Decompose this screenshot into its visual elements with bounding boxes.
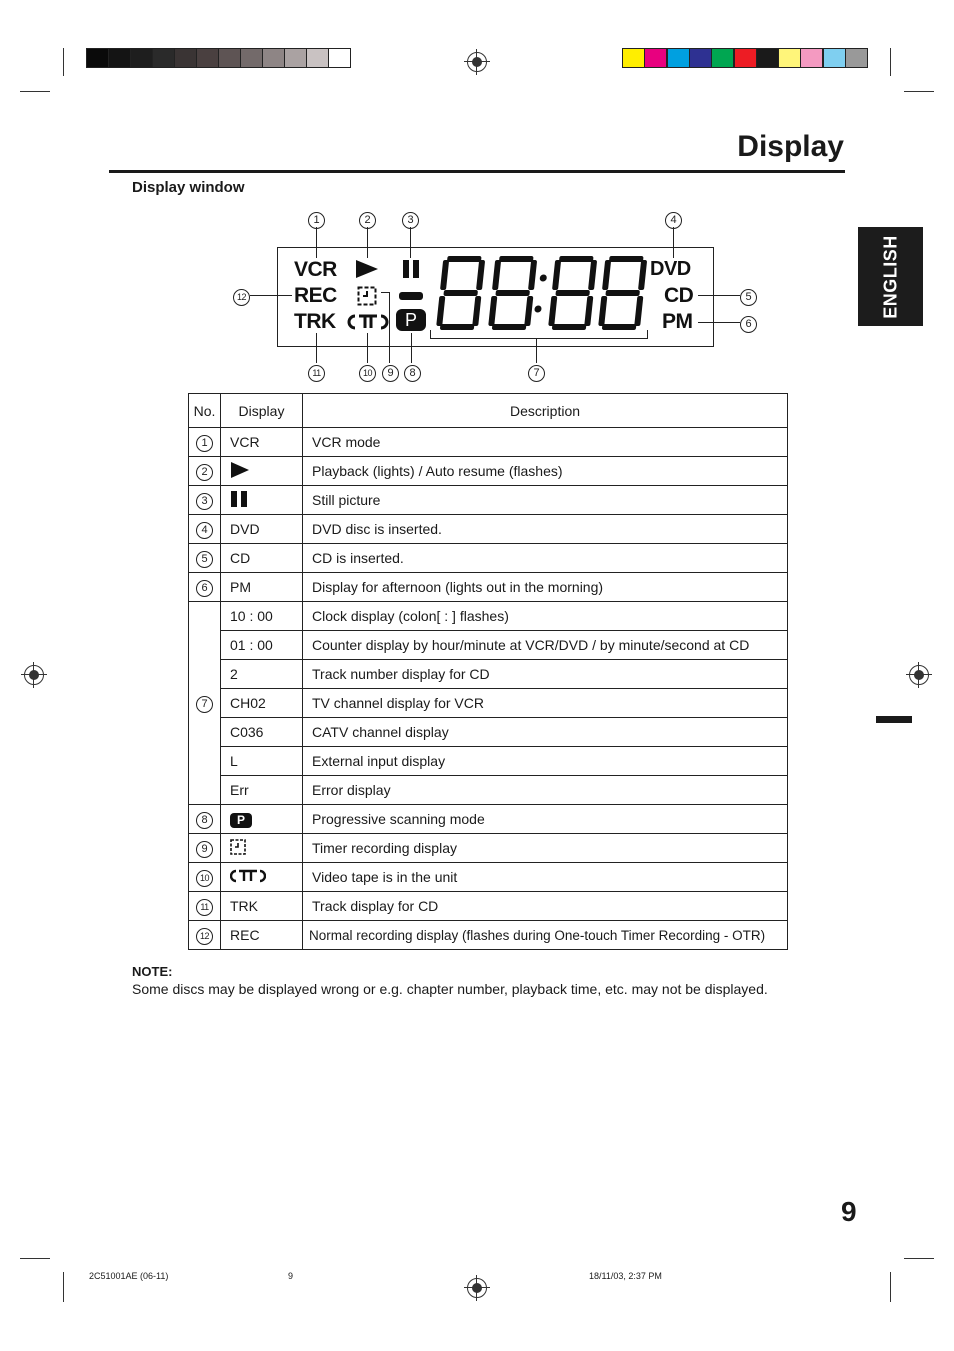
row-description: Video tape is in the unit [303, 863, 788, 892]
row-number-badge: 3 [196, 493, 213, 510]
pause-icon [230, 490, 248, 508]
color-swatch [845, 48, 868, 68]
side-marker [876, 716, 912, 723]
leader-line [673, 227, 674, 258]
page-title: Display [737, 130, 844, 163]
table-row [189, 486, 788, 515]
section-heading: Display window [132, 179, 245, 196]
callout-number: 6 [740, 316, 757, 333]
leader-line [698, 295, 740, 296]
row-number [189, 892, 221, 921]
row-number [189, 602, 221, 805]
color-swatch [800, 48, 823, 68]
callout-6 [740, 314, 757, 333]
crop-mark [63, 48, 64, 76]
row-number [189, 544, 221, 573]
registration-mark-icon [464, 1275, 490, 1301]
table-row [189, 776, 788, 805]
row-display: CD [221, 544, 303, 573]
callout-5 [740, 287, 757, 306]
row-number [189, 921, 221, 950]
table-row [189, 921, 788, 950]
gray-swatch [174, 48, 197, 68]
lcd-minus-segment [398, 291, 424, 301]
row-display: 01 : 00 [221, 631, 303, 660]
row-number-badge: 6 [196, 580, 213, 597]
leader-line [367, 227, 368, 258]
table-header-row [189, 394, 788, 428]
row-display: TRK [221, 892, 303, 921]
row-display: L [221, 747, 303, 776]
digit-1 [436, 256, 486, 330]
table-row [189, 457, 788, 486]
callout-number: 11 [308, 365, 325, 382]
leader-line [698, 322, 740, 323]
lcd-vcr-label: VCR [294, 258, 337, 281]
row-display [221, 834, 303, 863]
callout-9 [382, 363, 399, 382]
registration-mark-icon [464, 49, 490, 75]
leader-line [410, 227, 411, 258]
row-number-badge: 1 [196, 435, 213, 452]
row-description: CD is inserted. [303, 544, 788, 573]
digit-4 [598, 256, 648, 330]
row-number [189, 834, 221, 863]
row-number-badge: 4 [196, 522, 213, 539]
row-description: Clock display (colon[ : ] flashes) [303, 602, 788, 631]
row-description: Normal recording display (flashes during One-touch Timer Recording - OTR) [303, 921, 788, 950]
row-display: 2 [221, 660, 303, 689]
crop-mark [20, 1258, 50, 1259]
callout-1 [308, 210, 325, 229]
callout-number: 10 [359, 365, 376, 382]
leader-line [316, 333, 317, 363]
row-number [189, 457, 221, 486]
row-description: Counter display by hour/minute at VCR/DVD / by minute/second at CD [303, 631, 788, 660]
callout-number: 12 [233, 289, 250, 306]
callout-2 [359, 210, 376, 229]
callout-number: 7 [528, 365, 545, 382]
table-row [189, 863, 788, 892]
leader-line [411, 333, 412, 363]
lcd-timer-icon [357, 286, 377, 306]
color-swatch [756, 48, 779, 68]
leader-line [250, 295, 292, 296]
gray-swatch [86, 48, 109, 68]
page-number: 9 [841, 1196, 857, 1227]
row-display [221, 457, 303, 486]
crop-mark [63, 1272, 64, 1302]
callout-4 [665, 210, 682, 229]
color-swatch [689, 48, 712, 68]
table-row [189, 805, 788, 834]
lcd-pause-icon [402, 259, 420, 279]
note-heading: NOTE: [132, 964, 173, 979]
row-display: DVD [221, 515, 303, 544]
row-display: VCR [221, 428, 303, 457]
lcd-pm-label: PM [662, 310, 693, 333]
row-number [189, 486, 221, 515]
row-description: Display for afternoon (lights out in the morning) [303, 573, 788, 602]
column-header-no: No. [189, 394, 221, 428]
gray-swatch [196, 48, 219, 68]
table-row [189, 747, 788, 776]
colon-bottom [534, 306, 542, 313]
row-number-badge: 11 [196, 899, 213, 916]
row-display: CH02 [221, 689, 303, 718]
callout-10 [359, 363, 376, 382]
table-row [189, 602, 788, 631]
callout-number: 4 [665, 212, 682, 229]
row-description: Playback (lights) / Auto resume (flashes) [303, 457, 788, 486]
color-swatch [622, 48, 645, 68]
table-row [189, 834, 788, 863]
crop-mark [904, 1258, 934, 1259]
column-header-description: Description [303, 394, 788, 428]
row-description: Progressive scanning mode [303, 805, 788, 834]
display-description-table [188, 393, 788, 950]
leader-line [389, 292, 390, 363]
table-row [189, 660, 788, 689]
registration-mark-icon [21, 662, 47, 688]
row-description: Still picture [303, 486, 788, 515]
row-number [189, 805, 221, 834]
language-tab [858, 227, 923, 326]
callout-12 [233, 287, 250, 306]
callout-3 [402, 210, 419, 229]
leader-line [430, 338, 648, 339]
callout-number: 5 [740, 289, 757, 306]
lcd-trk-label: TRK [294, 310, 336, 333]
gray-swatch [306, 48, 329, 68]
row-display [221, 805, 303, 834]
row-number-badge: 2 [196, 464, 213, 481]
callout-number: 3 [402, 212, 419, 229]
crop-mark [904, 91, 934, 92]
row-display: 10 : 00 [221, 602, 303, 631]
callout-number: 8 [404, 365, 421, 382]
lcd-progressive-icon: P [396, 309, 426, 331]
gray-swatch [218, 48, 241, 68]
lcd-play-icon [355, 259, 379, 279]
table-row [189, 515, 788, 544]
digit-2 [488, 256, 538, 330]
tape-icon [230, 869, 266, 883]
color-swatch [711, 48, 734, 68]
table-row [189, 631, 788, 660]
crop-mark [890, 1272, 891, 1302]
row-description: Track number display for CD [303, 660, 788, 689]
leader-line [536, 338, 537, 363]
row-display [221, 486, 303, 515]
leader-line [367, 333, 368, 363]
note-body: Some discs may be displayed wrong or e.g. chapter number, playback time, etc. may not be displayed. [132, 981, 768, 997]
row-number-badge: 12 [196, 928, 213, 945]
row-display [221, 863, 303, 892]
progressive-icon: P [230, 813, 252, 828]
color-swatch [667, 48, 690, 68]
table-row [189, 544, 788, 573]
gray-swatch [108, 48, 131, 68]
row-description: VCR mode [303, 428, 788, 457]
callout-11 [308, 363, 325, 382]
row-number-badge: 8 [196, 812, 213, 829]
row-number-badge: 7 [196, 696, 213, 713]
crop-mark [890, 48, 891, 76]
lcd-cd-label: CD [664, 284, 694, 307]
registration-mark-icon [906, 662, 932, 688]
table-row [189, 573, 788, 602]
row-number [189, 515, 221, 544]
color-swatch [823, 48, 846, 68]
table-row [189, 892, 788, 921]
lcd-rec-label: REC [294, 284, 337, 307]
callout-number: 1 [308, 212, 325, 229]
row-number [189, 573, 221, 602]
row-number [189, 428, 221, 457]
colon-top [539, 275, 547, 282]
table-row [189, 718, 788, 747]
lcd-dvd-label: DVD [650, 258, 691, 280]
gray-swatch [328, 48, 351, 68]
row-display: REC [221, 921, 303, 950]
leader-line [647, 330, 648, 339]
footer-page: 9 [288, 1271, 294, 1281]
color-swatch [778, 48, 801, 68]
callout-number: 9 [382, 365, 399, 382]
row-number-badge: 5 [196, 551, 213, 568]
gray-swatch [240, 48, 263, 68]
column-header-display: Display [221, 394, 303, 428]
language-tab-label: ENGLISH [880, 234, 900, 319]
callout-number: 2 [359, 212, 376, 229]
footer-timestamp: 18/11/03, 2:37 PM [589, 1271, 662, 1281]
table-row [189, 689, 788, 718]
lcd-seven-segment-digits [428, 252, 648, 338]
footer-code: 2C51001AE (06-11) [89, 1271, 169, 1281]
leader-line [430, 330, 431, 339]
timer-icon [230, 839, 246, 855]
title-rule [109, 170, 845, 173]
row-display: PM [221, 573, 303, 602]
row-description: CATV channel display [303, 718, 788, 747]
gray-swatch [284, 48, 307, 68]
row-description: TV channel display for VCR [303, 689, 788, 718]
row-number-badge: 9 [196, 841, 213, 858]
callout-8 [404, 363, 421, 382]
color-swatch [644, 48, 667, 68]
row-description: External input display [303, 747, 788, 776]
play-icon [230, 461, 250, 479]
row-display: C036 [221, 718, 303, 747]
leader-line [316, 227, 317, 258]
row-description: Timer recording display [303, 834, 788, 863]
row-description: DVD disc is inserted. [303, 515, 788, 544]
table-row [189, 428, 788, 457]
row-description: Error display [303, 776, 788, 805]
gray-swatch [130, 48, 153, 68]
gray-swatch [262, 48, 285, 68]
gray-swatch [152, 48, 175, 68]
row-display: Err [221, 776, 303, 805]
digit-3 [548, 256, 598, 330]
color-swatch [734, 48, 757, 68]
row-number [189, 863, 221, 892]
row-description: Track display for CD [303, 892, 788, 921]
row-number-badge: 10 [196, 870, 213, 887]
crop-mark [20, 91, 50, 92]
callout-7 [528, 363, 545, 382]
lcd-tape-icon [347, 312, 389, 332]
